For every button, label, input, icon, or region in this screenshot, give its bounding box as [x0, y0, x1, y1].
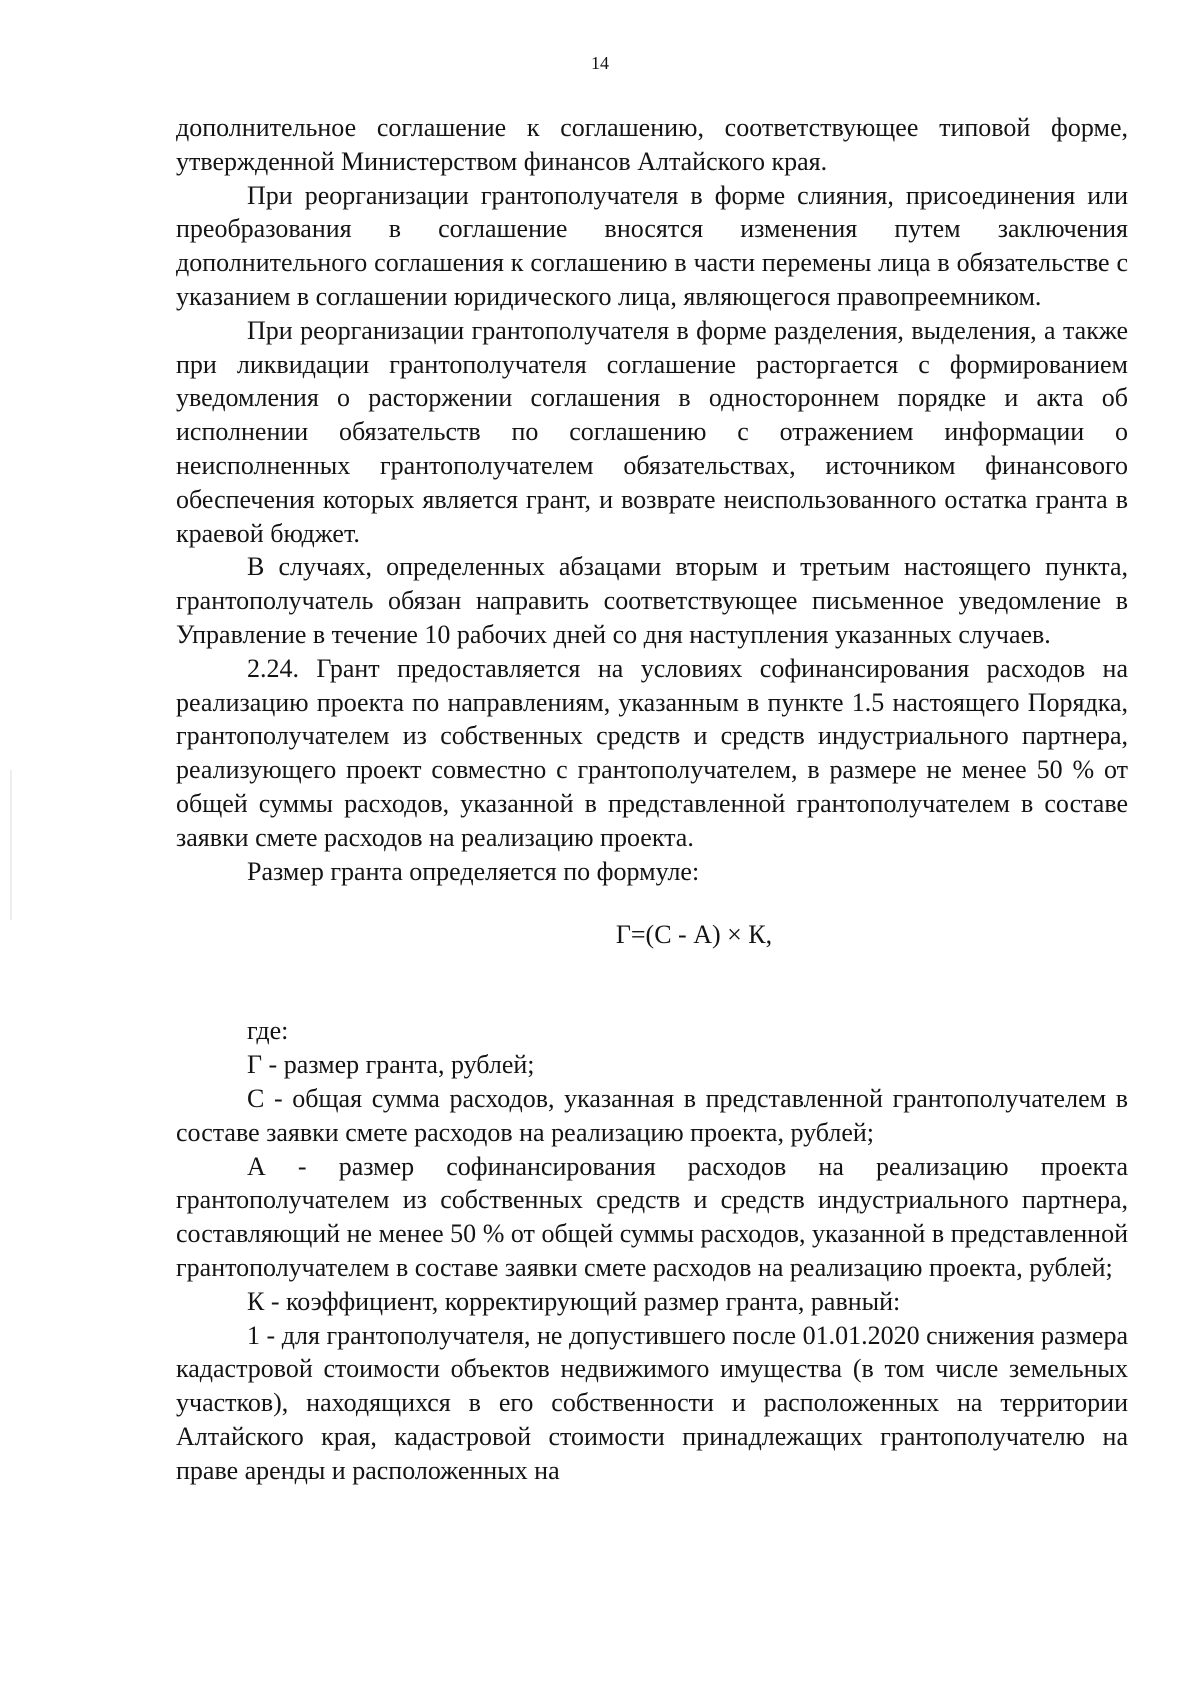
paragraph-notification: В случаях, определенных абзацами вторым и третьим настоящего пункта, грантополучатель обязан направить соответствующее письменное уведомление в Управление в течение 10 рабочих дней со дня наступления указанных случаев. [176, 552, 1128, 649]
definition-a: А - размер софинансирования расходов на реализацию проекта грантополучателем из собственных средств и средств индустриального партнера, составляющий не менее 50 % от общей суммы расходов, указанной в представленной грантополучателем в составе заявки смете расходов на реализацию проекта, рублей; [176, 1151, 1128, 1282]
page-number: 14 [591, 53, 609, 73]
paragraph-formula-intro: Размер гранта определяется по формуле: [247, 856, 700, 886]
paragraph-clause-2-24: 2.24. Грант предоставляется на условиях софинансирования расходов на реализацию проекта по направлениям, указанным в пункте 1.5 настоящего Порядка, грантополучателем из собственных средств и средств индустриального партнера, реализующего проект совместно с грантополучателем, в размере не менее 50 % от общей суммы расходов, указанной в представленной грантополучателем в составе заявки смете расходов на реализацию проекта. [176, 653, 1128, 852]
coefficient-case-1: 1 - для грантополучателя, не допустившего после 01.01.2020 снижения размера кадастровой стоимости объектов недвижимого имущества (в том числе земельных участков), находящихся в его собственности и расположенных на территории Алтайского края, кадастровой стоимости принадлежащих грантополучателю на праве аренды и расположенных на [176, 1320, 1128, 1485]
paragraph-continuation: дополнительное соглашение к соглашению, соответствующее типовой форме, утвержденной Министерством финансов Алтайского края. [176, 113, 1128, 176]
definition-k: К - коэффициент, корректирующий размер гранта, равный: [247, 1286, 901, 1316]
definition-g: Г - размер гранта, рублей; [247, 1050, 535, 1080]
formula-spacer [176, 974, 1128, 1014]
paragraph-reorganization-division: При реорганизации грантополучателя в форме разделения, выделения, а также при ликвидации грантополучателя соглашение расторгается с формированием уведомления о расторжении соглашения в одностороннем порядке и акта об исполнении обязательств по соглашению с отражением информации о неисполненных грантополучателем обязательствах, источником финансового обеспечения которых является грант, и возврате неиспользованного остатка гранта в краевой бюджет. [176, 315, 1128, 548]
definition-c: С - общая сумма расходов, указанная в представленной грантополучателем в составе заявки смете расходов на реализацию проекта, рублей; [176, 1083, 1128, 1147]
scan-edge-mark [10, 770, 12, 920]
paragraph-reorganization-merger: При реорганизации грантополучателя в форме слияния, присоединения или преобразования в соглашение вносятся изменения путем заключения дополнительного соглашения к соглашению в части перемены лица в обязательстве с указанием в соглашении юридического лица, являющегося правопреемником. [176, 180, 1128, 311]
grant-formula: Г=(С - А) × К, [615, 920, 773, 950]
document-body [176, 111, 1128, 1487]
paragraph-where: где: [247, 1016, 289, 1046]
